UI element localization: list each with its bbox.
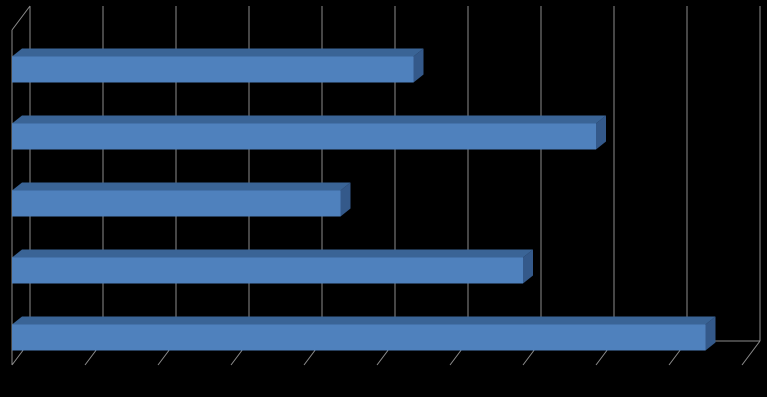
bar-top-face	[12, 250, 533, 258]
bar-layer	[12, 49, 716, 351]
bar	[12, 191, 341, 217]
bar	[12, 124, 596, 150]
bar	[12, 325, 706, 351]
bar	[12, 258, 523, 284]
bar-top-face	[12, 116, 606, 124]
bar	[12, 57, 414, 83]
left-wall-top-edge	[12, 6, 30, 30]
bar-top-face	[12, 183, 351, 191]
bar-top-face	[12, 49, 424, 57]
floor-gridline	[742, 341, 760, 365]
bar-top-face	[12, 317, 716, 325]
